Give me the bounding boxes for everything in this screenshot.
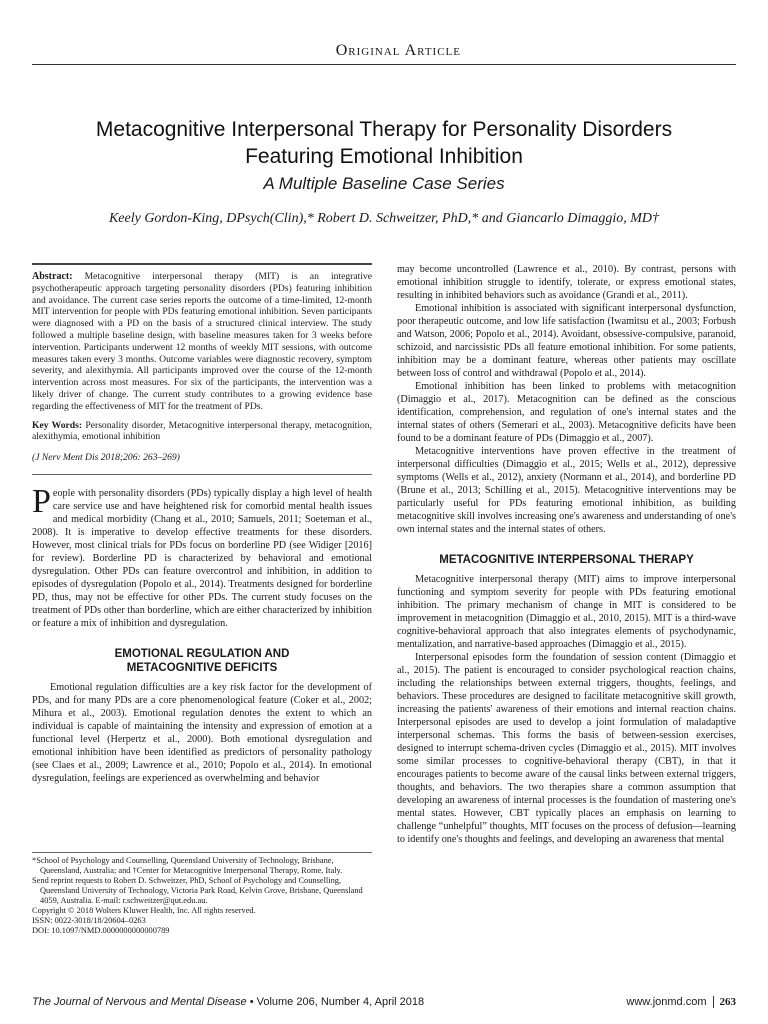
footer-right bbox=[626, 996, 736, 1008]
keywords bbox=[32, 420, 372, 444]
left-body bbox=[32, 483, 372, 785]
footer-volume: Volume 206, Number 4, April 2018 bbox=[256, 996, 425, 1008]
section-label: Original Article bbox=[335, 42, 461, 59]
heading-line-1: EMOTIONAL REGULATION AND bbox=[114, 648, 290, 661]
footnote-doi: DOI: 10.1097/NMD.0000000000000789 bbox=[32, 926, 170, 935]
section-heading-mit: METACOGNITIVE INTERPERSONAL THERAPY bbox=[439, 554, 694, 566]
journal-url-link[interactable]: www.jonmd.com bbox=[626, 996, 707, 1008]
footer-journal bbox=[32, 996, 424, 1008]
footnote-affiliations: *School of Psychology and Counselling, Queensland University of Technology, Brisbane, Queensland, Australia; and †Center for Metacognitive Interpersonal Therapy, Rome, Italy. bbox=[32, 856, 343, 875]
footnotes bbox=[32, 852, 372, 936]
abstract-end-rule bbox=[32, 474, 372, 475]
body-paragraph: Interpersonal episodes form the foundation of session content (Dimaggio et al., 2015). The patient is encouraged to consider psychological reaction chains, including the relationships between external triggers, thoughts, feelings, and behaviors. These procedures are designed to facilitate metacognitive skill growth, increasing the patients' awareness of their emotions and internal reaction chains. Interpersonal episodes are used to develop a joint formulation of maladaptive interpersonal schemas. This forms the basis of between-session exercises, designed to interrupt schema-driven cycles (Dimaggio et al., 2015). MIT involves some similar processes to cognitive-behavioral therapy (CBT), in that it encourages patients to become aware of the causal links between external triggers, thoughts, and behaviors. The two therapies share a common assumption that developing an awareness of internal processes is the foundation of mastering one's mental states. However, CBT typically places an emphasis on learning to challenge “unhelpful” thoughts, MIT focuses on the process of defusion—learning to identify one's thoughts and feelings, and developing an awareness that mental bbox=[397, 652, 736, 845]
footnote-issn: ISSN: 0022-3018/18/20604–0263 bbox=[32, 916, 146, 925]
keywords-label: Key Words: bbox=[32, 419, 83, 431]
article-title-line-1: Metacognitive Interpersonal Therapy for Personality Disorders bbox=[95, 118, 673, 141]
body-paragraph: Emotional regulation difficulties are a key risk factor for the development of PDs, and for many PDs are a core phenomenological feature (Coker et al., 2002; Mihura et al., 2003). Emotional regulation denotes the extent to which an individual is capable of maintaining the intensity and expression of emotion at a functional level (Herpertz et al., 2000). Both emotional dysregulation and emotional inhibition have been identified as predictors of personality pathology (see Claes et al., 2009; Lawrence et al., 2010; Popolo et al., 2014). In emotional dysregulation, feelings are experienced as overwhelming and behavior bbox=[32, 682, 372, 785]
abstract bbox=[32, 271, 372, 413]
journal-name: The Journal of Nervous and Mental Disease bbox=[32, 996, 247, 1008]
body-paragraph: may become uncontrolled (Lawrence et al., 2010). By contrast, persons with emotional inhibition struggle to identify, tolerate, or express emotional states, resulting in inhibited behaviors such as avoidance (Grandi et al., 2011). bbox=[397, 264, 736, 301]
page-footer bbox=[32, 996, 736, 1012]
keywords-text: Personality disorder, Metacognitive interpersonal therapy, metacognition, alexithymia, emotional inhibition bbox=[32, 419, 372, 443]
abstract-text: Metacognitive interpersonal therapy (MIT) is an integrative psychotherapeutic approach targeting personality disorders (PDs) featuring inhibition and avoidance. The current case series reports the outcome of a time-limited, 12-month MIT intervention for people with PDs featuring emotional inhibition. Seven participants were diagnosed with a PD on the basis of a structured clinical interview. The study followed a multiple baseline design, with baseline measures taken for 3 weeks before intervention. Participants underwent 12 months of weekly MIT sessions, with outcome measures taken every 3 months. Outcome variables were diagnostic recovery, symptom severity, and alexithymia. All participants improved over the course of the 12-month intervention across most measures. For six of the participants, the intervention was a likely driver of change. The current study contributes to a growing evidence base regarding the effectiveness of MIT for the treatment of PDs. bbox=[32, 271, 372, 412]
left-column bbox=[32, 263, 372, 785]
footer-bullet: • bbox=[249, 996, 254, 1008]
drop-cap: P bbox=[32, 483, 51, 521]
body-paragraph: Metacognitive interpersonal therapy (MIT) aims to improve interpersonal functioning and symptom severity for people with PDs featuring emotional inhibition. The primary mechanism of change in MIT is considered to be improvement in metacognition (Dimaggio et al., 2010, 2015). MIT is a third-wave cognitive-behavioral approach that also integrates elements of psychodynamic, mentalization, and narrative-based approaches (Dimaggio et al., 2015). bbox=[397, 574, 736, 650]
article-subtitle: A Multiple Baseline Case Series bbox=[263, 174, 505, 193]
right-column bbox=[397, 263, 736, 846]
heading-line-2: METACOGNITIVE DEFICITS bbox=[126, 662, 278, 675]
journal-citation: (J Nerv Ment Dis 2018;206: 263–269) bbox=[32, 452, 180, 464]
body-paragraph: Metacognitive interventions have proven effective in the treatment of interpersonal difficulties (Dimaggio et al., 2015; Wells et al., 2012), depressive symptoms (Wells et al., 2012), anxiety (Normann et al., 2014), and borderline PD (Brune et al., 2013; Schilling et al., 2015). Metacognitive interventions may be particularly useful for PDs featuring emotional inhibition, as building metacognitive skill involves increasing one's awareness and understanding of one's own internal states and the internal states of others. bbox=[397, 446, 736, 535]
header-rule bbox=[32, 64, 736, 65]
section-heading-emotional-regulation bbox=[32, 647, 372, 675]
page-number: 263 bbox=[713, 996, 737, 1008]
intro-text: eople with personality disorders (PDs) typically display a high level of health care service use and have heightened risk for comorbid mental health issues and medical morbidity (Chang et al., 2010; Samuels, 2011; Soeteman et al., 2008). It is imperative to develop effective treatments for these disorders. However, most clinical trials for PDs focus on borderline PD (see Widiger [2016] for review). Borderline PD is characterized by behavioral and emotional dysregulation. Other PDs can feature overcontrol and inhibition, in addition to episodes of dysregulation (Popolo et al., 2014). Treatments designed for borderline PD, thus, may not be effective for other PDs. The current study focuses on the treatment of PDs other than borderline, which are either characterized by inhibition or feature a mix of inhibition and dysregulation. bbox=[32, 488, 372, 630]
abstract-block bbox=[32, 263, 372, 475]
body-paragraph: Emotional inhibition has been linked to problems with metacognition (Dimaggio et al., 2017). Metacognition can be defined as the conscious identification, comprehension, and regulation of one's internal states and the internal states of others (Semerari et al., 2003). Metacognitive deficits have been found to be a dominant feature of PDs (Dimaggio et al., 2007). bbox=[397, 381, 736, 444]
article-title bbox=[40, 116, 728, 170]
intro-paragraph bbox=[32, 483, 372, 630]
author-list: Keely Gordon-King, DPsych(Clin),* Robert D. Schweitzer, PhD,* and Giancarlo Dimaggio, MD† bbox=[108, 211, 660, 226]
body-paragraph: Emotional inhibition is associated with significant interpersonal dysfunction, poor therapeutic outcome, and low life satisfaction (Iwamitsu et al., 2003; Forbush and Watson, 2006; Popolo et al., 2014). Avoidant, obsessive-compulsive, paranoid, schizoid, and narcissistic PDs all feature emotional inhibition. For some patients, inhibition may be a dominant feature, whereas other patients may oscillate between loss of control and withdrawal (Popolo et al., 2014). bbox=[397, 303, 736, 379]
article-title-line-2: Featuring Emotional Inhibition bbox=[245, 145, 523, 168]
abstract-label: Abstract: bbox=[32, 271, 73, 282]
footnote-reprints: Send reprint requests to Robert D. Schweitzer, PhD, School of Psychology and Counselling, Queensland University of Technology, Victoria Park Road, Kelvin Grove, Brisbane, Queensland 4059, Australia. E-mail: r.schweitzer@qut.edu.au. bbox=[32, 876, 363, 905]
footnote-copyright: Copyright © 2018 Wolters Kluwer Health, Inc. All rights reserved. bbox=[32, 906, 256, 915]
